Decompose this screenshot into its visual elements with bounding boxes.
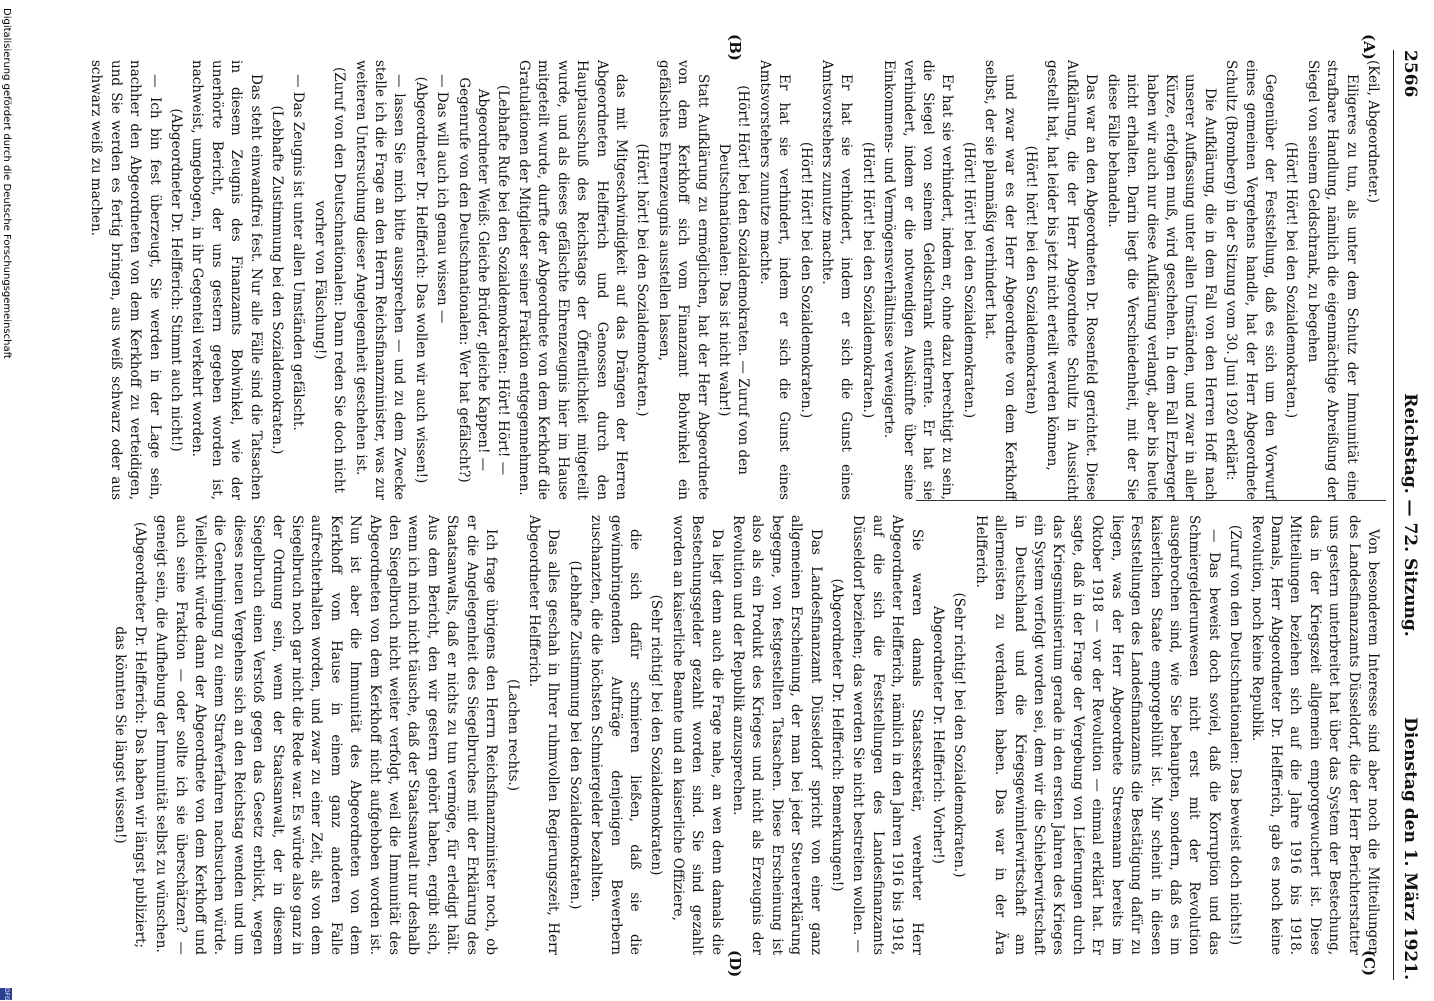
right-paragraph: Sie waren damals Staatssekretär, verehrter Herr Abgeordneter Helfferich, nämlich in den Jahren 1916 bis 1918, auf die sich die Feststellungen des Landesfinanzamts Düsseldorf beziehen; das werden Sie nicht bestreiten wollen. — xyxy=(850,515,925,955)
margin-marker-c: (C) xyxy=(1360,950,1378,977)
left-paragraph: Das war an den Abgeordneten Dr. Rosenfeld gerichtet. Diese Aufklärung, die der Herr Abgeordnete Schultz in Aussicht gestellt hat, hat leider bis jetzt nicht erteilt werden können, xyxy=(1044,60,1100,500)
left-paragraph: Er hat sie verhindert, indem er sich die Gunst eines Amtsvorstehers zunutze machte. xyxy=(819,60,855,500)
left-interjection: (Hört! Hört! bei den Sozialdemokraten.) xyxy=(1283,141,1300,419)
left-interjection: (Abgeordneter Dr. Helfferich: Das wollen wir auch wissen!) xyxy=(412,76,429,484)
right-column xyxy=(108,515,1382,955)
left-interjection: (Zuruf von den Deutschnationalen: Dann reden Sie doch nicht vorher von Fälschung!) xyxy=(311,67,348,493)
left-interjection: (Abgeordneter Dr. Helfferich: Stimmt auch nicht!) xyxy=(168,108,185,452)
left-paragraph: Gegenüber der Feststellung, daß es sich um den Vorwurf eines gemeinen Vergehens handle, hat der Herr Abgeordnete Schultz (Bromberg) in der Sitzung vom 30. Juni 1920 erklärt: xyxy=(1223,60,1278,500)
margin-marker-b: (B) xyxy=(726,34,744,61)
left-paragraph: — lassen Sie mich bitte aussprechen — und zu dem Zwecke stelle ich die Frage an den Herrn Reichsfinanzminister, was zur weiteren Untersuchung dieser Angelegenheit geschehen ist. xyxy=(352,60,408,500)
dfg-logo-icon: DFG xyxy=(0,988,12,1000)
page-header xyxy=(1393,50,1424,980)
page-title: Reichstag. — 72. Sitzung. xyxy=(1400,393,1420,637)
page-number: 2566 xyxy=(1400,50,1420,98)
left-paragraph: das mit Mitgeschwindigkeit auf das Drängen der Herren Abgeordneten Helfferich und Genossen durch den Hauptausschuß des Reichstags der Öffentlichkeit mitgeteilt wurde, und als dieses gefälschte Ehrenzeugnis hier im Hause mitgeteilt wurde, durfte der Abgeordnete von dem Kerkhoff die Gratulationen der Mitglieder seiner Fraktion entgegennehmen. xyxy=(515,60,629,500)
session-date: Dienstag den 1. März 1921. xyxy=(1400,717,1420,980)
right-paragraph: Ich frage übrigens den Herrn Reichsfinanzminister noch, ob er die Angelegenheit des Siegelbruches mit der Erklärung des Staatsanwalts, daß er nichts zu tun vermöge, für erledigt hält. Aus dem Bericht, den wir gestern gehört haben, ergibt sich, wenn ich mich nicht täusche, daß der Staatsanwalt nur deshalb den Siegelbruch nicht weiter verfolgt, weil die Immunität des Abgeordneten von dem Kerkhoff nicht aufgehoben worden ist. Nun ist aber die Immunität des Abgeordneten von dem Kerkhoff vom Hause in einem ganz anderen Falle aufrechterhalten worden, und zwar zu einer Zeit, als von dem Siegelbruch noch gar nicht die Rede war. Es würde also ganz in der Ordnung sein, wenn der Staatsanwalt, der in diesem Siegelbruch einen Verstoß gegen das Gesetz erblickt, wegen dieses neuen Vergehens sich an den Reichstag wenden und um die Genehmigung zu einem Strafverfahren nachsuchen würde. Vielleicht würde dann der Abgeordnete von dem Kerkhoff und auch seine Fraktion — oder sollte ich sie überschätzen? — geneigt sein, die Aufhebung der Immunität selbst zu wünschen. xyxy=(153,515,500,955)
right-interjection: Abgeordneter Dr. Helfferich: Vorher!) xyxy=(930,606,947,864)
right-interjection: (Sehr richtig! bei den Sozialdemokraten) xyxy=(648,594,665,876)
left-paragraph: Das steht einwandfrei fest. Nur alle Fälle sind die Tatsachen in diesem Zeugnis des Finanzamts Bohwinkel, wie der unerhörte Bericht, der uns gestern gegeben worden ist, nachweist, umgebogen, in ihr Gegenteil verkehrt worden. xyxy=(189,60,264,500)
left-interjection: (Lebhafte Zustimmung bei den Sozialdemokraten.) xyxy=(269,105,286,455)
right-paragraph: die sich dafür schmieren ließen, daß sie die gewinnbringenden Aufträge denjenigen Bewerbern zuschanzten, die die höchsten Schmiergelder bezahlten. xyxy=(588,515,643,955)
right-interjection: (Zuruf von den Deutschnationalen: Das beweist doch nichts!) xyxy=(1227,524,1244,946)
right-interjection: (Abgeordneter Dr. Helfferich: Bemerkungen!) xyxy=(829,578,846,892)
digitization-footer xyxy=(0,0,12,1000)
right-paragraph: Das Landesfinanzamt Düsseldorf spricht von einer ganz allgemeinen Erscheinung, der man bei jeder Steuererklärung begegne, von festgestellten Tatsachen. Diese Erscheinung ist also als ein Produkt des Krieges und nicht als Erzeugnis der Revolution und der Republik anzusprechen. xyxy=(730,515,824,955)
right-interjection: (Sehr richtig! bei den Sozialdemokraten.) xyxy=(951,592,968,878)
left-paragraph: Eiligeres zu tun, als unter dem Schutz der Immunität eine strafbare Handlung, nämlich die eigenmächtige Abreißung der Siegel von seinem Geldschrank, zu begehen xyxy=(1304,60,1360,500)
digitization-credit: Digitalisierung gefördert durch die Deutsche Forschungsgemeinschaft xyxy=(1,8,12,359)
left-interjection: (Hört! hört! bei den Sozialdemokraten.) xyxy=(634,143,651,417)
left-paragraph: — Das will auch ich genau wissen — xyxy=(434,74,451,324)
left-paragraph: (Keil, Abgeordneter.) xyxy=(1365,60,1381,204)
left-paragraph: — Ich bin fest überzeugt, Sie werden in der Lage sein, nachher den Abgeordneten von dem Kerkhoff zu verteidigen, und Sie werden es fertig bringen, aus weiß schwarz oder aus schwarz weiß zu machen. xyxy=(88,60,163,500)
left-paragraph: Statt Aufklärung zu ermöglichen, hat der Herr Abgeordnete von dem Kerkhoff sich vom Finanzamt Bohwinkel ein gefälschtes Ehrenzeugnis ausstellen lassen, xyxy=(655,60,711,500)
margin-marker-a: (A) xyxy=(1360,34,1378,60)
left-column xyxy=(84,60,1382,500)
left-quote: Die Aufklärung, die in dem Fall von den Herren Hoff nach unserer Auffassung unter allen Umständen, und zwar in aller Kürze, erfolgen muß, wird geschehen. In dem Fall Erzberger haben wir auch nur diese Aufklärung verlangt, aber bis heute nicht erhalten. Darin liegt die Verschiedenheit, mit der Sie diese Fälle behandeln. xyxy=(1104,74,1218,500)
column-divider xyxy=(916,500,1386,501)
left-interjection: (Lebhafte Rufe bei den Sozialdemokraten: Hört! Hört! — Abgeordneter Weiß: Gleiche Brüder, gleiche Kappen! — Gegenrufe von den Deutschnationalen: Wer hat gefälscht?) xyxy=(455,77,511,483)
right-interjection: (Lebhafte Zustimmung bei den Sozialdemokraten.) xyxy=(566,560,583,910)
right-paragraph: Das alles geschah in Ihrer ruhmvollen Regierungszeit, Herr Abgeordneter Helfferich. xyxy=(525,515,562,955)
left-paragraph: Er hat sie verhindert, indem er sich die Gunst eines Amtsvorstehers zunutze machte. xyxy=(756,60,793,500)
right-paragraph: Da liegt denn auch die Frage nahe, an wen denn damals die Bestechungsgelder gezahlt worden sind. Sie sind gezahlt worden an kaiserliche Beamte und an kaiserliche Offiziere, xyxy=(669,515,725,955)
left-interjection: (Hört! Hört! bei den Sozialdemokraten.) xyxy=(960,141,977,419)
left-interjection: (Hört! Hört! bei den Sozialdemokraten.) xyxy=(797,141,814,419)
left-interjection: (Hört! hört! bei den Sozialdemokraten) xyxy=(1023,145,1040,415)
left-interjection: (Hört! Hört! bei den Sozialdemokraten. — Zuruf von den Deutschnationalen: Das ist nicht wahr!) xyxy=(716,85,752,475)
right-paragraph: — Das beweist doch soviel, daß die Korruption und das Schmiergelderunwesen nicht erst mit der Revolution ausgebrochen sind, wie Sie behaupten, sondern, daß es im kaiserlichen Staate emporgeblüht ist. Mir scheint in diesen Feststellungen des Landesfinanzamts die Bestätigung dafür zu liegen, was der Herr Abgeordnete Stresemann bereits im Oktober 1918 — vor der Revolution — einmal erklärt hat. Er sagte, daß in der Frage der Vergebung von Lieferungen durch das Kriegsministerium gerade in den ersten Jahren des Krieges ein System verfolgt worden sei, dem wir die Schieberwirtschaft in Deutschland und die Kriegsgewinnlerwirtschaft am allermeisten zu verdanken haben. Das war in der Ära Helfferich. xyxy=(972,515,1222,955)
right-interjection: (Lachen rechts.) xyxy=(504,678,521,792)
left-paragraph: Er hat sie verhindert, indem er, ohne dazu berechtigt zu sein, die Siegel von seinem Geldschrank entfernte. Er hat sie verhindert, indem er die notwendigen Auskünfte über seine Einkommens- und Vermögensverhältnisse verweigerte. xyxy=(881,60,956,500)
right-interjection: (Abgeordneter Dr. Helfferich: Das haben wir längst publiziert; das könnten Sie längst wissen!) xyxy=(112,521,148,949)
margin-marker-d: (D) xyxy=(726,950,744,978)
left-interjection: (Hört! Hört! bei den Sozialdemokraten.) xyxy=(859,141,876,419)
left-paragraph: und zwar war es der Herr Abgeordnete von dem Kerkhoff selbst, der sie planmäßig verhindert hat. xyxy=(982,60,1018,500)
right-paragraph: Von besonderem Interesse sind aber noch die Mitteilungen des Landesfinanzamts Düsseldorf, die der Herr Berichterstatter uns gestern unterbreitet hat über das System der Bestechung, das in der Kriegszeit allgemein emporgewuchert ist. Diese Mitteilungen beziehen sich auf die Jahre 1916 bis 1918. Damals, Herr Abgeordneter Dr. Helfferich, gab es noch keine Revolution, noch keine Republik. xyxy=(1248,515,1381,955)
left-paragraph: — Das Zeugnis ist unter allen Umständen gefälscht. xyxy=(290,74,307,431)
